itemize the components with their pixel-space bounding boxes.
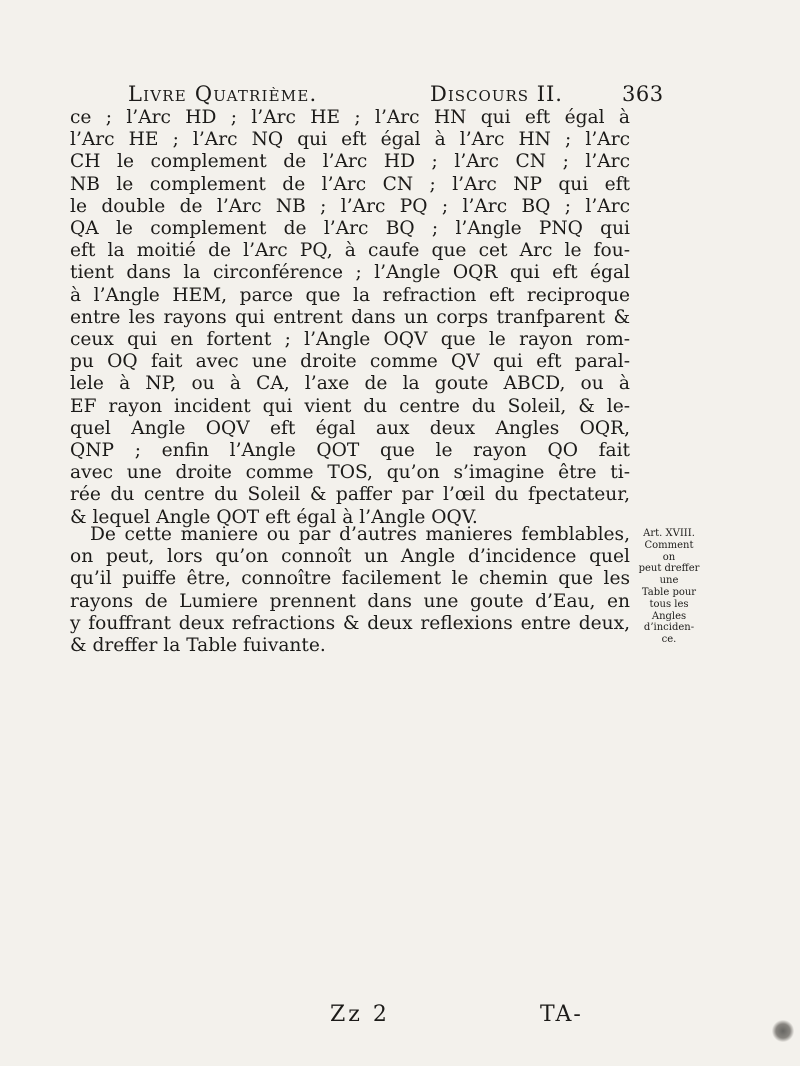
running-head-discourse: Discours II. [430,82,563,106]
catchword: TA- [540,1002,583,1027]
text-line: CH le complement de l’Arc HD ; l’Arc CN ; l’Arc [70,151,630,173]
text-line: y fouffrant deux refractions & deux reflexions entre deux, [70,612,630,634]
text-line: De cette maniere ou par d’autres manieres femblables, [90,524,630,545]
text-line: rée du centre du Soleil & paffer par l’œil du fpectateur, [70,484,630,506]
margin-note-line: ce. [661,634,677,646]
paragraph-2 [70,524,630,657]
text-line: à l’Angle HEM, parce que la refraction eft reciproque [70,284,630,306]
text-line: lele à NP, ou à CA, l’axe de la goute ABCD, ou à [70,373,630,395]
margin-note-line: peut dreffer une [638,563,700,587]
text-line: rayons de Lumiere prennent dans une goute d’Eau, en [70,590,630,612]
text-line: quel Angle OQV eft égal aux deux Angles OQR, [70,417,630,439]
text-line: avec une droite comme TOS, qu’on s’imagine être ti- [70,462,630,484]
page-footer [0,1002,800,1032]
text-line: ceux qui en fortent ; l’Angle OQV que le rayon rom- [70,329,630,351]
text-line: entre les rayons qui entrent dans un corps tranfparent & [70,306,630,328]
ink-stain [772,1020,794,1042]
text-line: ce ; l’Arc HD ; l’Arc HE ; l’Arc HN qui eft égal à [70,107,630,128]
paragraph-1 [70,107,630,529]
text-line: tient dans la circonférence ; l’Angle OQR qui eft égal [70,262,630,284]
margin-note-line: Angles d’inciden- [643,610,695,634]
text-line: qu’il puiffe être, connoître facilement le chemin que les [70,568,630,590]
text-line: NB le complement de l’Arc CN ; l’Arc NP qui eft [70,173,630,195]
text-line: EF rayon incident qui vient du centre du Soleil, & le- [70,395,630,417]
text-line: pu OQ fait avec une droite comme QV qui eft paral- [70,351,630,373]
signature-mark: Zz 2 [330,1002,390,1027]
text-line: on peut, lors qu’on connoît un Angle d’incidence quel [70,546,630,568]
margin-note-line: Comment on [644,539,694,563]
text-line: eft la moitié de l’Arc PQ, à caufe que cet Arc le fou- [70,240,630,262]
text-line: le double de l’Arc NB ; l’Arc PQ ; l’Arc BQ ; l’Arc [70,195,630,217]
margin-note [637,528,701,646]
margin-note-line: Table pour tous les [641,586,697,610]
page-number: 363 [622,82,664,106]
margin-note-line: Art. XVIII. [643,528,695,539]
text-line: & dreffer la Table fuivante. [70,635,326,657]
text-line: l’Arc HE ; l’Arc NQ qui eft égal à l’Arc HN ; l’Arc [70,129,630,151]
text-line: QNP ; enfin l’Angle QOT que le rayon QO fait [70,440,630,462]
running-head-book: Livre Quatrième. [128,82,318,106]
text-line: & lequel Angle QOT eft égal à l’Angle OQV. [70,506,478,528]
text-line: QA le complement de l’Arc BQ ; l’Angle PNQ qui [70,218,630,240]
